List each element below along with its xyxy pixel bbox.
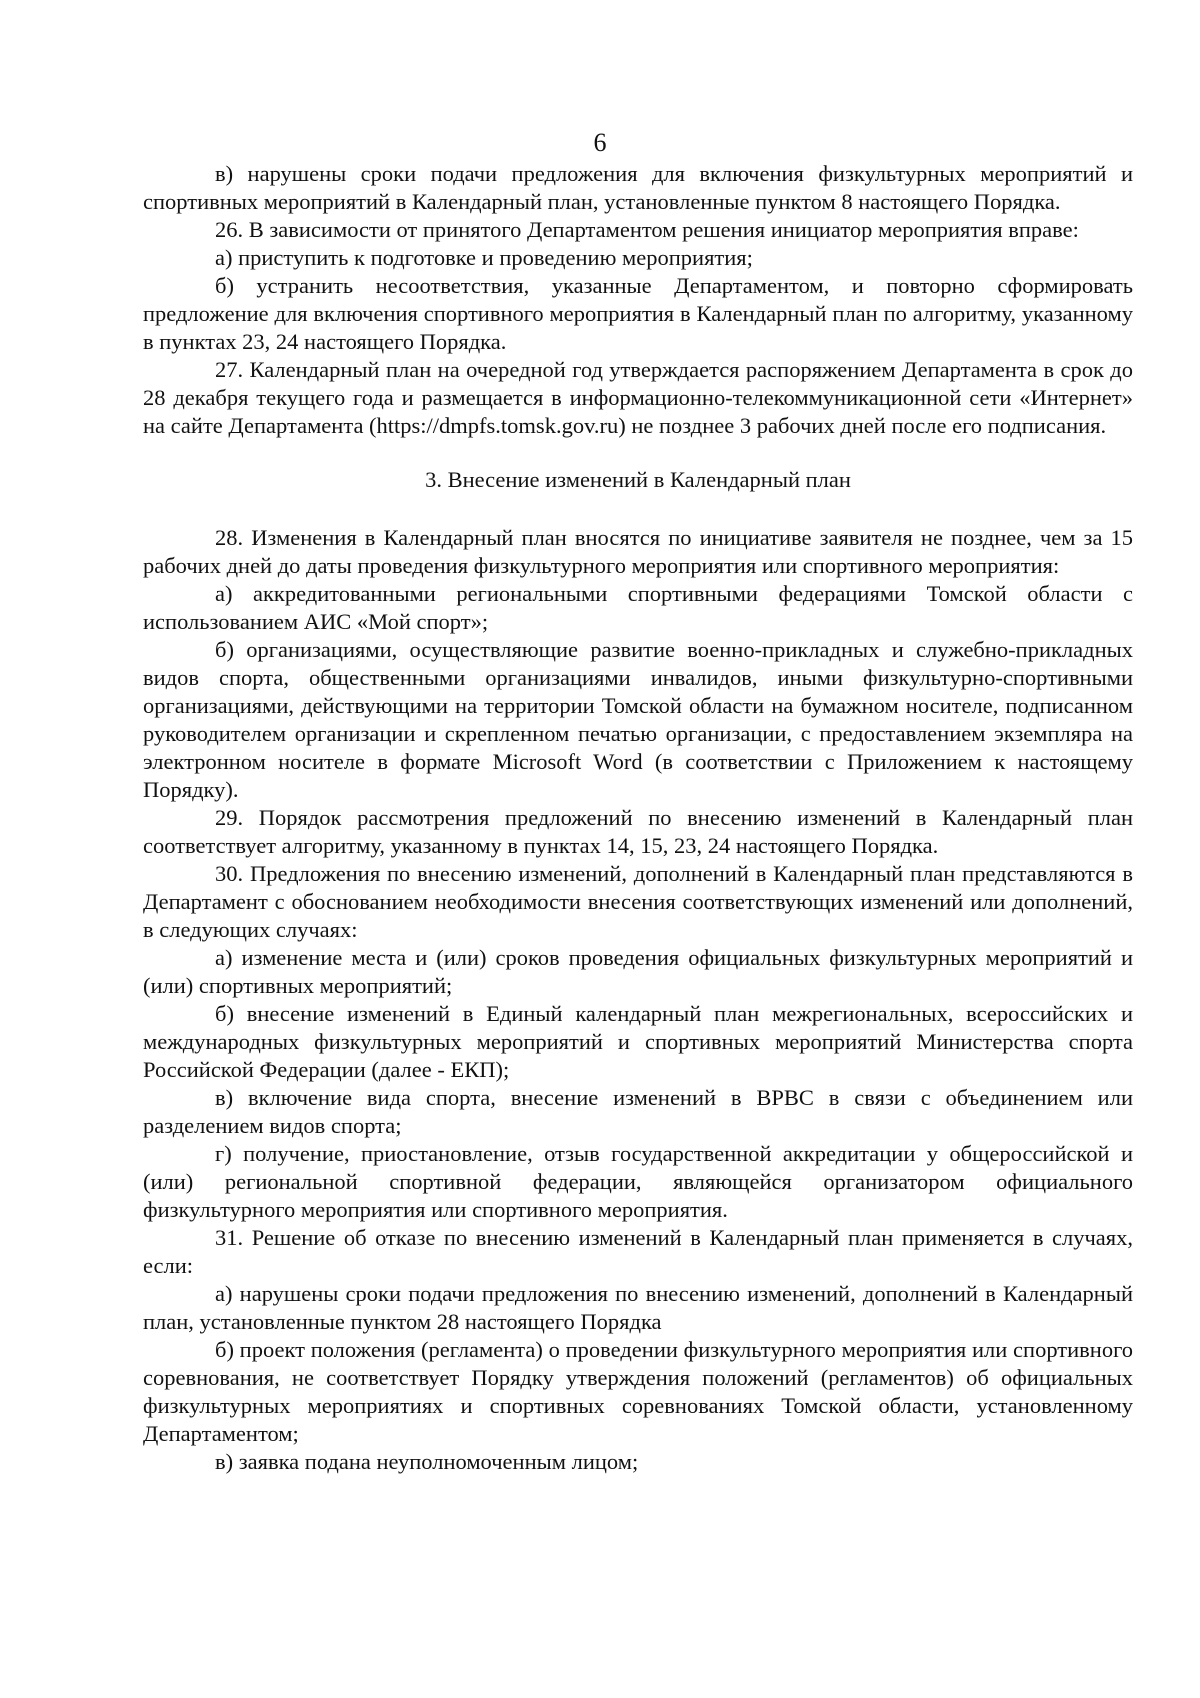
paragraph-item-26-a: а) приступить к подготовке и проведению мероприятия; [215,245,753,270]
paragraph-item-30-v: в) включение вида спорта, внесение изменений в ВРВС в связи с объединением или разделением видов спорта; [143,1085,1133,1138]
page-number: 6 [593,128,607,157]
paragraph-item-26-b: б) устранить несоответствия, указанные Департаментом, и повторно сформировать предложение для включения спортивного мероприятия в Календарный план по алгоритму, указанному в пунктах 23, 24 настоящего Порядка. [143,273,1133,354]
paragraph-item-31-v: в) заявка подана неуполномоченным лицом; [215,1449,639,1474]
section-heading: 3. Внесение изменений в Календарный план [425,467,851,492]
paragraph-item-30: 30. Предложения по внесению изменений, дополнений в Календарный план представляются в Департамент с обоснованием необходимости внесения соответствующих изменений или дополнений, в следующих случаях: [143,861,1133,942]
paragraph-item-29: 29. Порядок рассмотрения предложений по внесению изменений в Календарный план соответствует алгоритму, указанному в пунктах 14, 15, 23, 24 настоящего Порядка. [143,805,1133,858]
paragraph-item-28-b: б) организациями, осуществляющие развитие военно-прикладных и служебно-прикладных видов спорта, общественными организациями инвалидов, иными физкультурно-спортивными организациями, действующими на территории Томской области на бумажном носителе, подписанном руководителем организации и скрепленном печатью организации, с предоставлением экземпляра на электронном носителе в формате Microsoft Word (в соответствии с Приложением к настоящему Порядку). [143,637,1133,802]
paragraph-item-30-g: г) получение, приостановление, отзыв государственной аккредитации у общероссийской и (или) региональной спортивной федерации, являющейся организатором официального физкультурного мероприятия или спортивного мероприятия. [143,1141,1133,1222]
paragraph-item-31: 31. Решение об отказе по внесению изменений в Календарный план применяется в случаях, если: [143,1225,1133,1278]
paragraph-item-28-a: а) аккредитованными региональными спортивными федерациями Томской области с использованием АИС «Мой спорт»; [143,581,1133,634]
paragraph-item-26: 26. В зависимости от принятого Департаментом решения инициатор мероприятия вправе: [215,217,1079,242]
paragraph-item-27: 27. Календарный план на очередной год утверждается распоряжением Департамента в срок до 28 декабря текущего года и размещается в информационно-телекоммуникационной сети «Интернет» на сайте Департамента (https://dmpfs.tomsk.gov.ru) не позднее 3 рабочих дней после его подписания. [143,357,1133,438]
paragraph-subitem-v-deadlines: в) нарушены сроки подачи предложения для включения физкультурных мероприятий и спортивных мероприятий в Календарный план, установленные пунктом 8 настоящего Порядка. [143,161,1133,214]
document-body [143,160,1133,1476]
paragraph-item-31-b: б) проект положения (регламента) о проведении физкультурного мероприятия или спортивного соревнования, не соответствует Порядку утверждения положений (регламентов) об официальных физкультурных мероприятиях и спортивных соревнованиях Томской области, установленному Департаментом; [143,1337,1133,1446]
paragraph-item-31-a: а) нарушены сроки подачи предложения по внесению изменений, дополнений в Календарный план, установленные пунктом 28 настоящего Порядка [143,1281,1133,1334]
paragraph-item-30-a: а) изменение места и (или) сроков проведения официальных физкультурных мероприятий и (или) спортивных мероприятий; [143,945,1133,998]
paragraph-item-30-b: б) внесение изменений в Единый календарный план межрегиональных, всероссийских и международных физкультурных мероприятий и спортивных мероприятий Министерства спорта Российской Федерации (далее - ЕКП); [143,1001,1133,1082]
paragraph-item-28: 28. Изменения в Календарный план вносятся по инициативе заявителя не позднее, чем за 15 рабочих дней до даты проведения физкультурного мероприятия или спортивного мероприятия: [143,525,1133,578]
